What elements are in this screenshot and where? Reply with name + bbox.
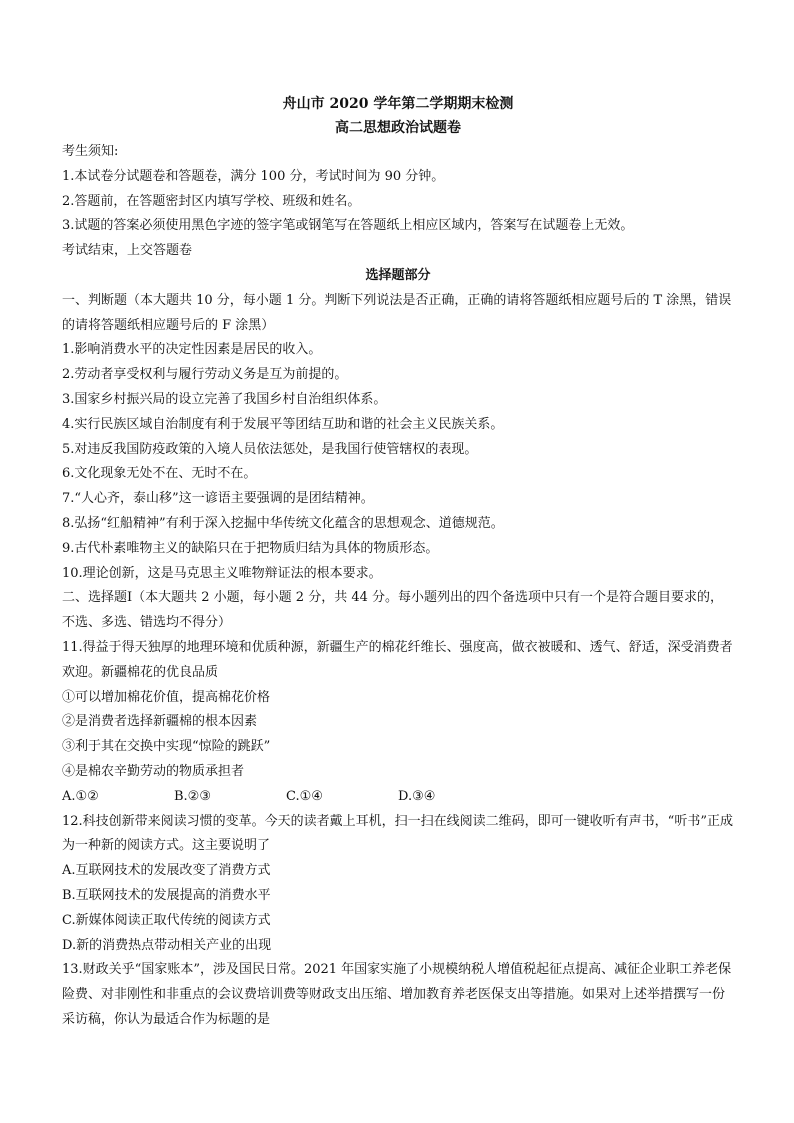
notice-heading: 考生须知: (62, 144, 119, 159)
q11-option-b: B.②③ (174, 788, 211, 804)
exam-title: 舟山市 2020 学年第二学期期末检测 (282, 96, 514, 112)
q11-statement: ②是消费者选择新疆棉的根本因素 (62, 714, 258, 730)
judgment-item: 7.“人心齐，泰山移”这一谚语主要强调的是团结精神。 (62, 491, 374, 507)
q11-options (62, 785, 734, 810)
question-13-stem: 13.财政关乎“国家账本”，涉及国民日常。2021 年国家实施了小规模纳税人增值税起征点提高、减征企业职工养老保险费、对非刚性和非重点的会议费培训费等财政支出压缩、增加教育养老医保支出等措施。如果对上述举措撰写一份采访稿，你认为最适合作为标题的是 (62, 962, 732, 1027)
q11-statement: ③利于其在交换中实现“惊险的跳跃” (62, 739, 271, 755)
part2-intro: 二、选择题Ⅰ（本大题共 2 小题，每小题 2 分，共 44 分。每小题列出的四个备选项中只有一个是符合题目要求的，不选、多选、错选均不得分） (62, 590, 724, 631)
exam-subtitle: 高二思想政治试题卷 (335, 120, 461, 136)
notice-item: 3.试题的答案必须使用黑色字迹的签字笔或钢笔写在答题纸上相应区域内，答案写在试题卷上无效。 (62, 218, 634, 234)
judgment-item: 8.弘扬“红船精神”有利于深入挖掘中华传统文化蕴含的思想观念、道德规范。 (62, 515, 504, 531)
q12-option-c: C.新媒体阅读正取代传统的阅读方式 (62, 912, 271, 928)
question-11-stem: 11.得益于得天独厚的地理环境和优质种源，新疆生产的棉花纤维长、强度高，做衣被暖和、透气、舒适，深受消费者欢迎。新疆棉花的优良品质 (62, 639, 733, 680)
q11-option-a: A.①② (62, 788, 99, 804)
notice-item: 考试结束，上交答题卷 (62, 243, 193, 259)
question-12-stem: 12.科技创新带来阅读习惯的变革。今天的读者戴上耳机，扫一扫在线阅读二维码，即可一键收听有声书，“听书”正成为一种新的阅读方式。这主要说明了 (62, 813, 733, 854)
q12-option-b: B.互联网技术的发展提高的消费水平 (62, 887, 271, 903)
q12-option-d: D.新的消费热点带动相关产业的出现 (62, 937, 272, 953)
judgment-item: 3.国家乡村振兴局的设立完善了我国乡村自治组织体系。 (62, 391, 387, 407)
judgment-item: 10.理论创新，这是马克思主义唯物辩证法的根本要求。 (62, 565, 382, 581)
judgment-item: 1.影响消费水平的决定性因素是居民的收入。 (62, 342, 322, 358)
judgment-item: 5.对违反我国防疫政策的入境人员依法惩处，是我国行使管辖权的表现。 (62, 441, 478, 457)
judgment-item: 9.古代朴素唯物主义的缺陷只在于把物质归结为具体的物质形态。 (62, 540, 439, 556)
q11-statement: ①可以增加棉花价值，提高棉花价格 (62, 689, 271, 705)
part1-intro: 一、判断题（本大题共 10 分，每小题 1 分。判断下列说法是否正确，正确的请将答题纸相应题号后的 T 涂黑，错误的请将答题纸相应题号后的 F 涂黑） (62, 292, 732, 333)
q11-statement: ④是棉农辛勤劳动的物质承担者 (62, 763, 245, 779)
notice-item: 2.答题前，在答题密封区内填写学校、班级和姓名。 (62, 193, 361, 209)
q11-option-c: C.①④ (286, 788, 323, 804)
judgment-item: 6.文化现象无处不在、无时不在。 (62, 466, 257, 482)
judgment-item: 4.实行民族区域自治制度有利于发展平等团结互助和谐的社会主义民族关系。 (62, 416, 504, 432)
q11-option-d: D.③④ (398, 788, 436, 804)
section-title: 选择题部分 (365, 267, 431, 283)
exam-page (62, 92, 734, 1033)
notice-item: 1.本试卷分试题卷和答题卷，满分 100 分，考试时间为 90 分钟。 (62, 168, 445, 184)
judgment-item: 2.劳动者享受权利与履行劳动义务是互为前提的。 (62, 367, 348, 383)
q12-option-a: A.互联网技术的发展改变了消费方式 (62, 863, 271, 879)
